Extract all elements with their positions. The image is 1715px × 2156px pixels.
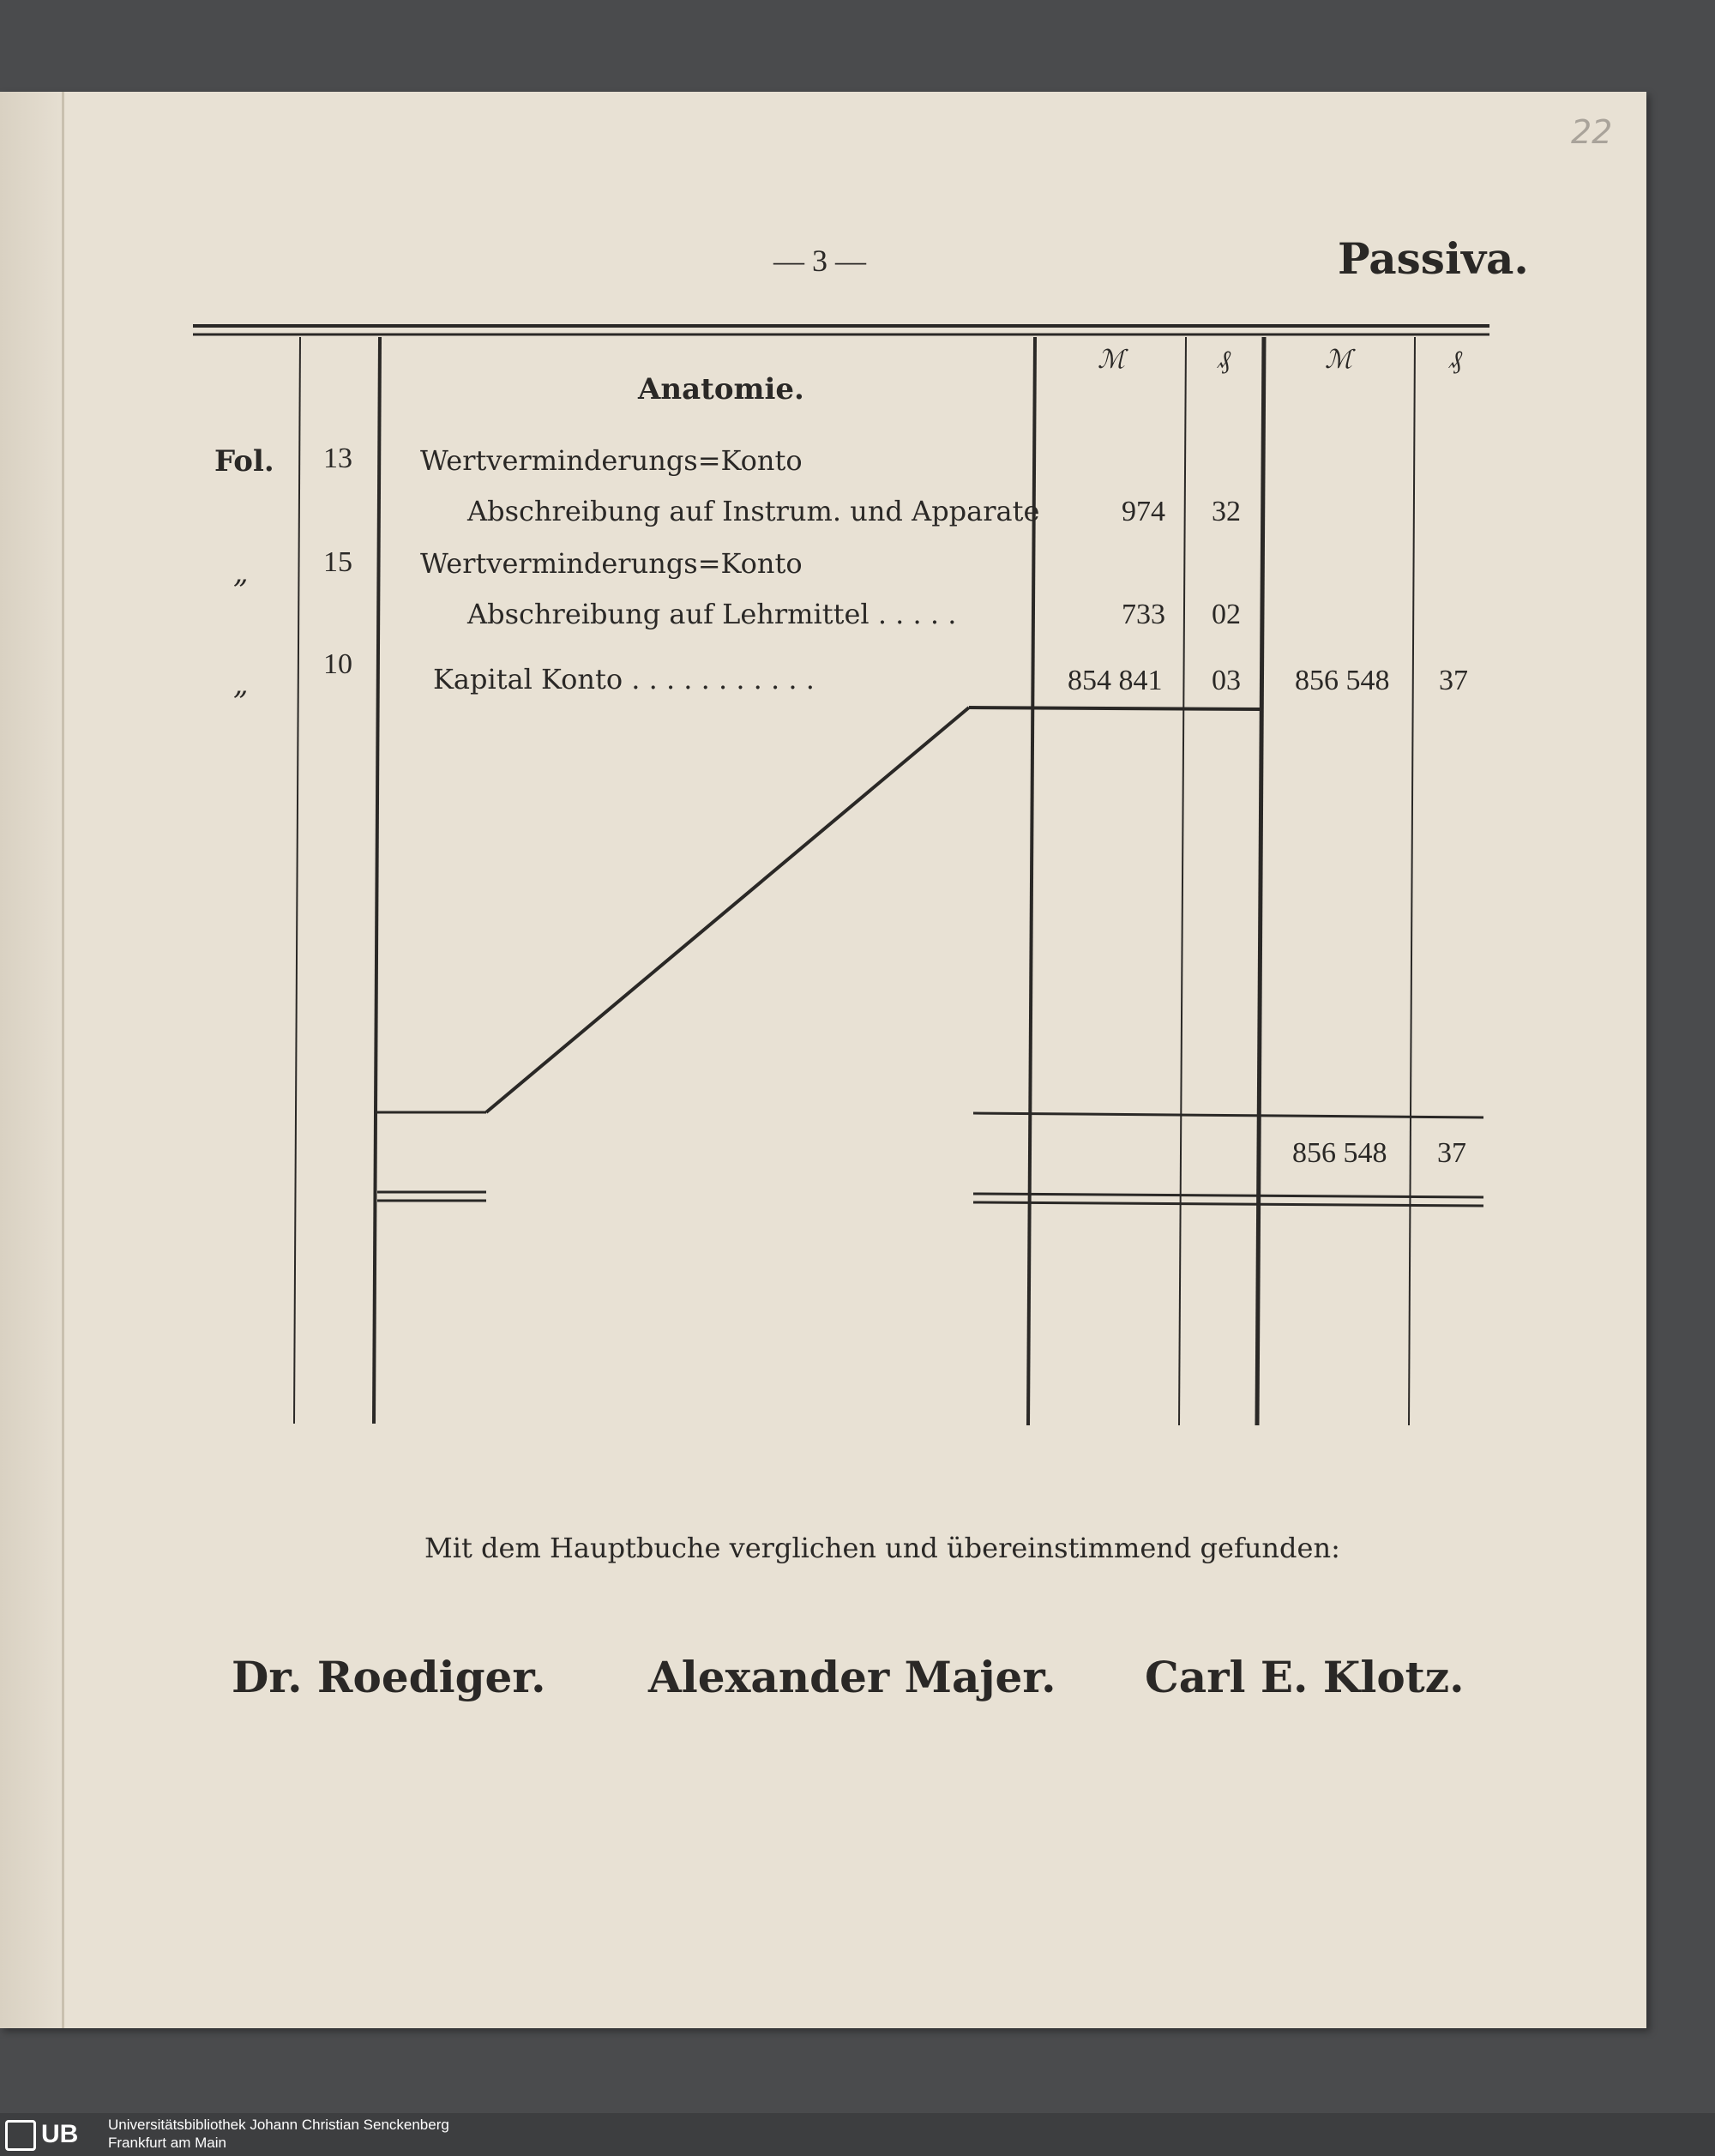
row-5-mark-total: 856 548 [1295,665,1390,696]
col-header-pfennig-2: ₰ [1449,345,1462,375]
library-name: Universitätsbibliothek Johann Christian Senckenberg [108,2117,449,2133]
grand-total-pfennig: 37 [1437,1137,1466,1169]
row-3-folio: 15 [323,546,352,578]
grand-total-mark: 856 548 [1292,1137,1387,1169]
ub-logo-icon [5,2120,36,2151]
handwritten-page-note: 22 [1571,113,1613,151]
row-1-folio: 13 [323,443,352,474]
ub-logo-text: UB [41,2120,79,2148]
signature-roediger: Dr. Roediger. [232,1652,546,1702]
row-4-mark: 733 [1122,599,1165,630]
previous-page-edge [0,92,64,2028]
section-title: Passiva. [1338,233,1529,284]
row-2-mark: 974 [1122,496,1165,527]
document-page [0,92,1646,2028]
row-5-folio: 10 [323,648,352,680]
row-5-pfennig-total: 37 [1439,665,1468,696]
signature-majer: Alexander Majer. [648,1652,1056,1702]
library-footer [0,2113,1715,2156]
col-header-mark-2: ℳ [1325,345,1353,375]
row-5-pfennig: 03 [1212,665,1241,696]
row-1-text: Wertverminderungs=Konto [420,444,803,477]
row-5-text: Kapital Konto . . . . . . . . . . . [433,663,815,696]
row-2-pfennig: 32 [1212,496,1241,527]
row-5-mark: 854 841 [1068,665,1163,696]
row-4-pfennig: 02 [1212,599,1241,630]
page-fold [62,92,64,2028]
row-3-ref: „ [233,556,249,590]
row-5-ref: „ [233,667,249,702]
page-number: — 3 — [773,244,866,278]
verification-statement: Mit dem Hauptbuche verglichen und übereinstimmend gefunden: [424,1532,1340,1564]
library-logo [5,2117,99,2153]
col-header-pfennig-1: ₰ [1218,345,1231,375]
library-city: Frankfurt am Main [108,2135,226,2151]
row-4-text: Abschreibung auf Lehrmittel . . . . . [467,598,957,630]
row-2-text: Abschreibung auf Instrum. und Apparate [467,495,1040,527]
col-header-mark-1: ℳ [1098,345,1126,375]
row-1-ref: Fol. [214,444,274,479]
section-heading: Anatomie. [638,372,804,407]
row-3-text: Wertverminderungs=Konto [420,547,803,580]
signature-klotz: Carl E. Klotz. [1145,1652,1465,1702]
